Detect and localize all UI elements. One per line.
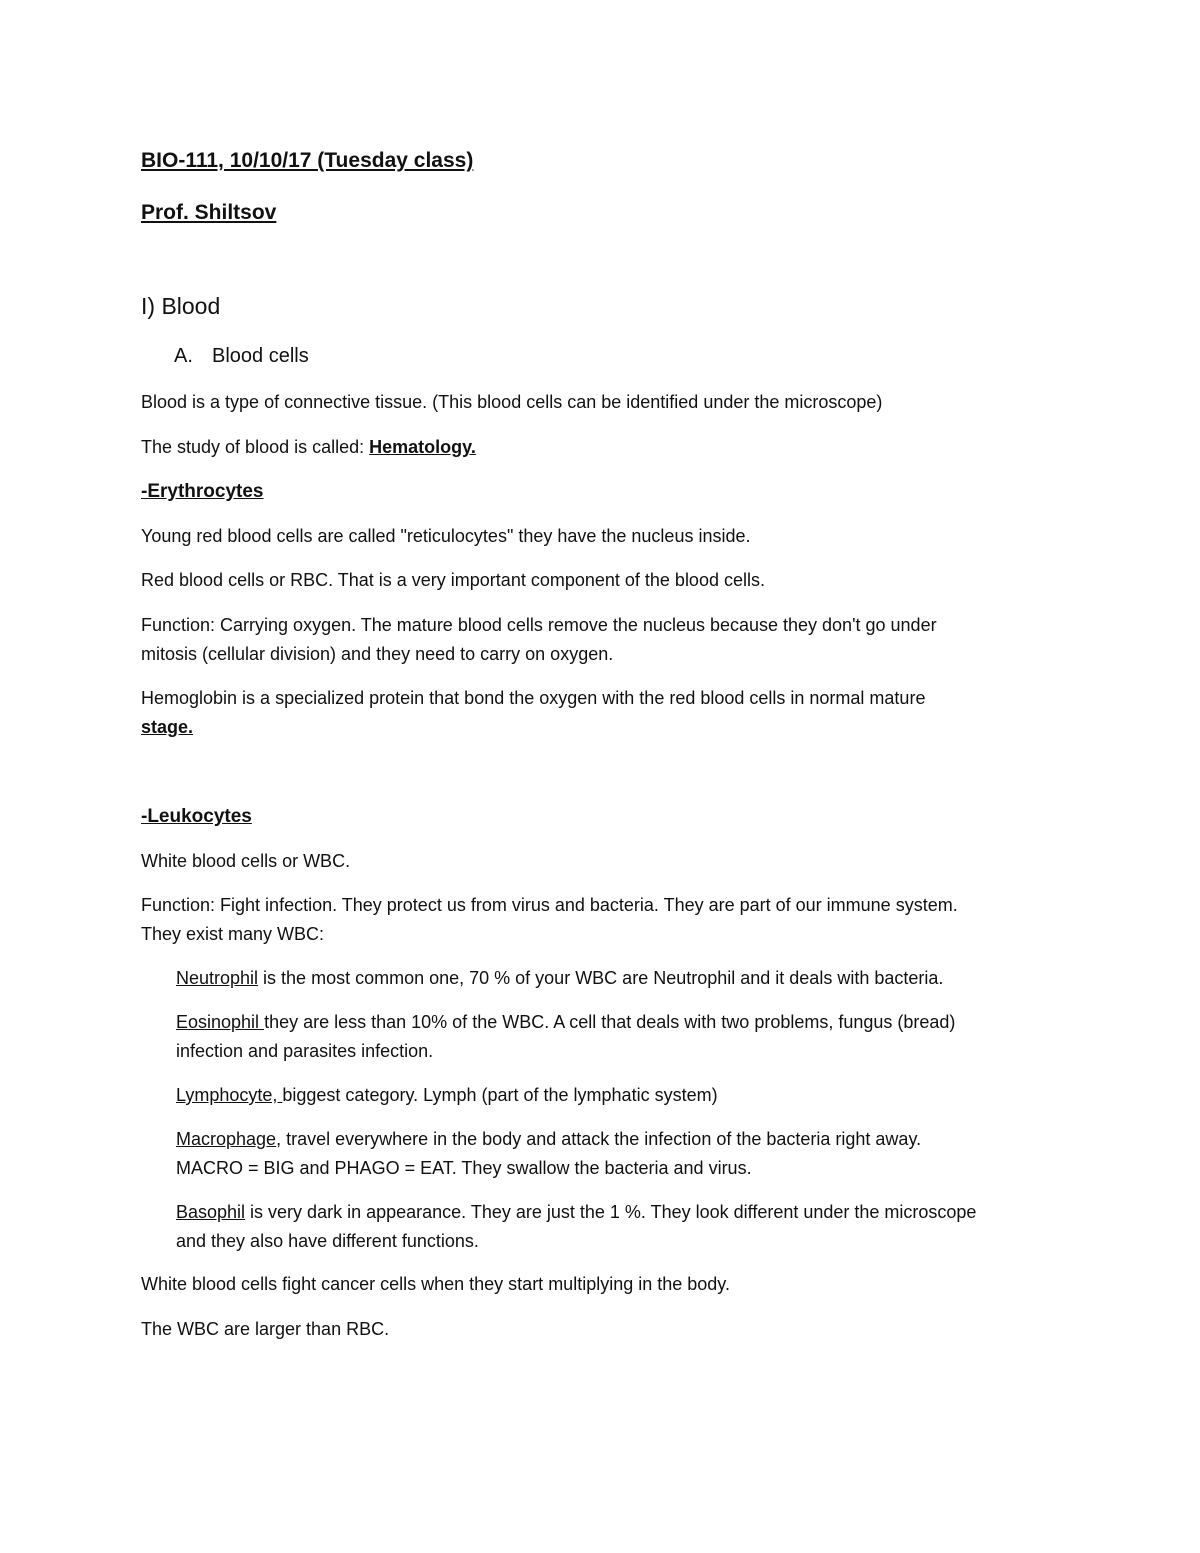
leukocytes-heading: -Leukocytes — [141, 806, 252, 827]
professor-name: Prof. Shiltsov — [141, 201, 277, 224]
subsection-heading — [141, 342, 309, 371]
wbc-type-basophil-line-2: and they also have different functions. — [176, 1231, 479, 1251]
intro-line-1: Blood is a type of connective tissue. (This blood cells can be identified under the microscope) — [141, 392, 883, 412]
wbc-type-macrophage-line-2: MACRO = BIG and PHAGO = EAT. They swallow the bacteria and virus. — [176, 1158, 752, 1178]
subsection-title: Blood cells — [212, 345, 309, 367]
wbc-type-description: is very dark in appearance. They are just the 1 %. They look different under the microscope — [245, 1202, 977, 1222]
wbc-type-name: Macrophage — [176, 1129, 277, 1149]
erythrocytes-paragraph-4-line-1: Hemoglobin is a specialized protein that bond the oxygen with the red blood cells in normal mature — [141, 688, 926, 708]
wbc-type-macrophage — [176, 1125, 921, 1154]
wbc-type-name: Eosinophil — [176, 1012, 265, 1032]
erythrocytes-paragraph-1: Young red blood cells are called "reticulocytes" they have the nucleus inside. — [141, 526, 751, 546]
wbc-type-eosinophil — [176, 1008, 955, 1037]
erythrocytes-paragraph-3-line-1: Function: Carrying oxygen. The mature blood cells remove the nucleus because they don't go under — [141, 615, 937, 635]
wbc-type-description: biggest category. Lymph (part of the lymphatic system) — [282, 1085, 718, 1105]
leukocytes-paragraph-2-line-2: They exist many WBC: — [141, 924, 325, 944]
erythrocytes-paragraph-4-line-2: stage. — [141, 717, 194, 737]
wbc-type-name: Lymphocyte, — [176, 1085, 283, 1105]
erythrocytes-heading: -Erythrocytes — [141, 481, 264, 502]
intro-line-2-prefix: The study of blood is called: — [141, 437, 370, 457]
leukocytes-paragraph-2-line-1: Function: Fight infection. They protect us from virus and bacteria. They are part of our immune system. — [141, 895, 958, 915]
erythrocytes-paragraph-3-line-2: mitosis (cellular division) and they need to carry on oxygen. — [141, 644, 614, 664]
leukocytes-paragraph-4: The WBC are larger than RBC. — [141, 1319, 390, 1339]
wbc-type-description: they are less than 10% of the WBC. A cell that deals with two problems, fungus (bread) — [264, 1012, 956, 1032]
leukocytes-paragraph-3: White blood cells fight cancer cells when they start multiplying in the body. — [141, 1274, 730, 1294]
leukocytes-paragraph-1: White blood cells or WBC. — [141, 851, 351, 871]
section-heading: I) Blood — [141, 293, 221, 319]
hematology-term: Hematology. — [369, 437, 476, 457]
wbc-type-lymphocyte — [176, 1081, 718, 1110]
wbc-type-eosinophil-line-2: infection and parasites infection. — [176, 1041, 434, 1061]
wbc-type-description: is the most common one, 70 % of your WBC are Neutrophil and it deals with bacteria. — [258, 968, 944, 988]
intro-line-2 — [141, 433, 476, 462]
wbc-type-neutrophil — [176, 964, 943, 993]
wbc-type-basophil — [176, 1198, 976, 1227]
wbc-type-name: Neutrophil — [176, 968, 259, 988]
wbc-type-description: , travel everywhere in the body and attack the infection of the bacteria right away. — [276, 1129, 922, 1149]
wbc-type-name: Basophil — [176, 1202, 246, 1222]
subsection-letter: A. — [174, 345, 193, 367]
document-title: BIO-111, 10/10/17 (Tuesday class) — [141, 149, 474, 172]
erythrocytes-paragraph-2: Red blood cells or RBC. That is a very important component of the blood cells. — [141, 570, 765, 590]
